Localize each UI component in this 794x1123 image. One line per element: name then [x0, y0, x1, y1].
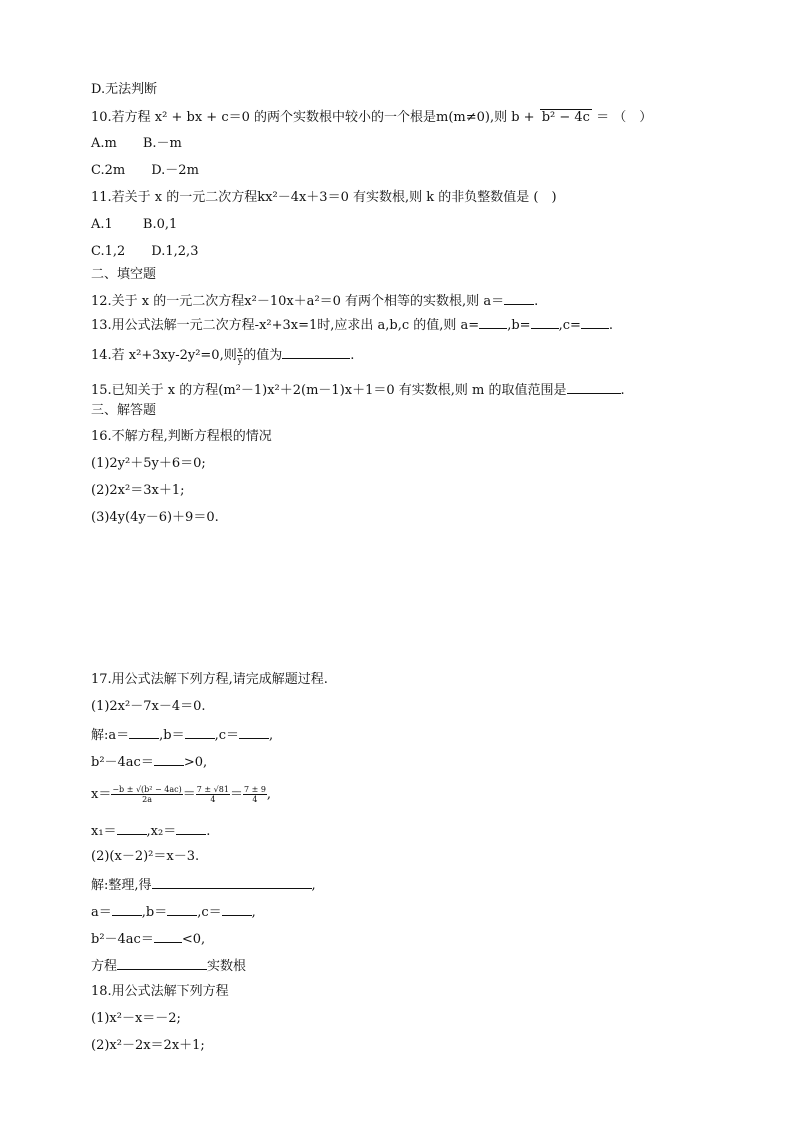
q16-part-2: (2)2x²＝3x＋1; [91, 483, 185, 498]
q10-radical: b² − 4c [541, 110, 590, 125]
q16-part-3: (3)4y(4y－6)＋9＝0. [91, 510, 219, 525]
formula-fraction: $\frac{7 \pm √81}{4}$ [196, 785, 229, 804]
q17-part-1: (1)2x²－7x－4＝0. [91, 699, 206, 714]
q17-roots: x₁＝ ,x₂＝ . [91, 824, 211, 839]
q11-options-ab: A.1 B.0,1 [91, 217, 178, 232]
question-10: 10.若方程 x² + bx + c＝0 的两个实数根中较小的一个根是m(m≠0),则 b + b² − 4c ＝ （ ） [91, 110, 653, 125]
question-11: 11.若关于 x 的一元二次方程kx²－4x＋3＝0 有实数根,则 k 的非负整数值是 ( ) [91, 190, 557, 205]
q17-discriminant: b²－4ac＝ >0, [91, 755, 208, 770]
answer-blank [581, 316, 609, 329]
question-14: 14.若 x²+3xy-2y²=0,则 $\frac{x}{y}$ 的值为 . [91, 346, 355, 365]
q17-part-2: (2)(x－2)²＝x－3. [91, 849, 200, 864]
answer-blank [152, 876, 312, 889]
question-16: 16.不解方程,判断方程根的情况 [91, 429, 272, 444]
answer-blank [112, 903, 142, 916]
answer-blank [154, 753, 184, 766]
q17-quadratic-formula: x＝ $\frac{\text{−b ± √(b² − 4ac)}}{2a}$ ＝ $\frac{7 \pm √81}{4}$ ＝ $\frac{7 \pm 9}{4}$ , [91, 785, 272, 804]
q16-part-1: (1)2y²＋5y＋6＝0; [91, 456, 206, 471]
answer-blank [239, 726, 269, 739]
q17-2-conclusion: 方程 实数根 [91, 959, 247, 974]
answer-blank [176, 822, 206, 835]
q10-options-ab: A.m B.－m [91, 136, 182, 151]
q17-2-rearrange: 解:整理,得 , [91, 878, 316, 893]
answer-blank [504, 292, 534, 305]
formula-fraction: $\frac{\text{−b ± √(b² − 4ac)}}{2a}$ [112, 785, 182, 804]
section-fill-in: 二、填空题 [91, 267, 157, 282]
answer-blank [167, 903, 197, 916]
q17-2-coefficients: a＝ ,b＝ ,c＝ , [91, 905, 256, 920]
answer-blank [567, 381, 621, 394]
question-13: 13.用公式法解一元二次方程-x²+3x=1时,应求出 a,b,c 的值,则 a= ,b= ,c= . [91, 318, 614, 333]
question-15: 15.已知关于 x 的方程(m²－1)x²＋2(m－1)x＋1＝0 有实数根,则 m 的取值范围是 . [91, 383, 625, 398]
q18-part-2: (2)x²－2x＝2x＋1; [91, 1038, 205, 1053]
q18-part-1: (1)x²－x＝－2; [91, 1011, 181, 1026]
section-solve: 三、解答题 [91, 403, 157, 418]
formula-fraction: $\frac{7 \pm 9}{4}$ [243, 785, 266, 804]
answer-blank [479, 316, 507, 329]
q17-2-discriminant: b²－4ac＝ <0, [91, 932, 206, 947]
answer-blank [185, 726, 215, 739]
answer-blank [117, 957, 207, 970]
x-over-y-fraction: $\frac{x}{y}$ [237, 346, 243, 365]
q17-solution-coefficients: 解:a＝ ,b＝ ,c＝ , [91, 728, 274, 743]
question-12: 12.关于 x 的一元二次方程x²－10x＋a²＝0 有两个相等的实数根,则 a＝ . [91, 294, 539, 309]
answer-blank [154, 930, 182, 943]
answer-blank [222, 903, 252, 916]
q10-options-cd: C.2m D.－2m [91, 163, 199, 178]
q9-option-d: D.无法判断 [91, 82, 158, 97]
answer-blank [129, 726, 159, 739]
question-18: 18.用公式法解下列方程 [91, 984, 229, 999]
answer-blank [531, 316, 559, 329]
question-17: 17.用公式法解下列方程,请完成解题过程. [91, 672, 328, 687]
answer-blank [117, 822, 147, 835]
q11-options-cd: C.1,2 D.1,2,3 [91, 244, 199, 259]
answer-blank [282, 346, 350, 359]
